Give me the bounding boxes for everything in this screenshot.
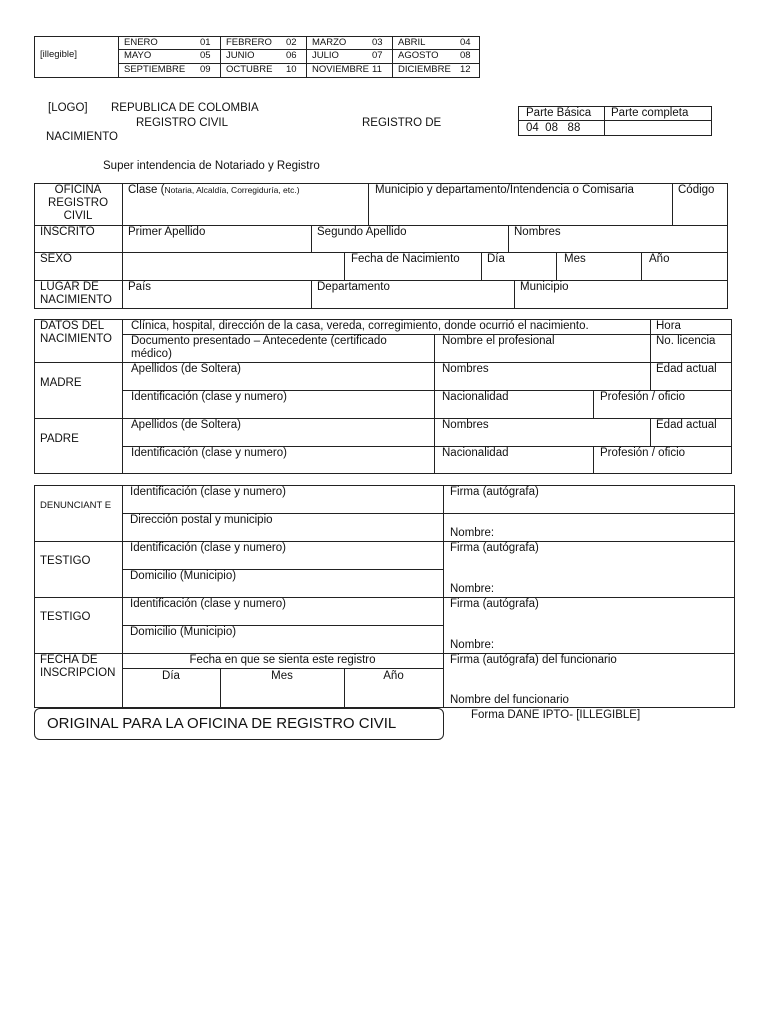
professional-field[interactable]: Nombre el profesional [442,335,555,347]
father-profession-field[interactable]: Profesión / oficio [600,447,686,459]
birth-data-label: DATOS DEL NACIMIENTO [40,320,112,345]
mother-id-field[interactable]: Identificación (clase y numero) [131,391,287,403]
father-names-field[interactable]: Nombres [442,419,489,431]
official-signature-field[interactable]: Firma (autógrafa) del funcionario [450,654,617,666]
form-code: [illegible] [40,49,77,60]
registered-label: INSCRITO [40,226,95,238]
original-banner: ORIGINAL PARA LA OFICINA DE REGISTRO CIVIL [34,708,444,740]
inscription-year-field[interactable]: Año [383,670,404,682]
municipality-label[interactable]: Municipio y departamento/Intendencia o Comisaria [375,184,634,196]
class-hint: Notaria, Alcaldía, Corregiduría, etc.) [164,185,300,195]
logo-placeholder: [LOGO] [48,102,88,114]
month-name: ABRIL [398,37,426,48]
witness2-signature-field[interactable]: Firma (autógrafa) [450,598,539,610]
basic-part-label: Parte Básica [526,107,592,119]
father-label: PADRE [40,433,79,445]
month-name: AGOSTO [398,50,439,61]
hour-field[interactable]: Hora [656,320,681,332]
republic-title: REPUBLICA DE COLOMBIA [111,102,259,114]
month-number: 09 [200,64,211,75]
agency-title: Super intendencia de Notariado y Registro [103,160,320,172]
second-surname-field[interactable]: Segundo Apellido [317,226,407,238]
sex-label: SEXO [40,253,72,265]
declarant-signature-field[interactable]: Firma (autógrafa) [450,486,539,498]
month-name: OCTUBRE [226,64,273,75]
seated-date-label: Fecha en que se sienta este registro [189,654,376,666]
declarant-postal-field[interactable]: Dirección postal y municipio [130,514,273,526]
witness2-label: TESTIGO [40,611,91,623]
birthplace-label: LUGAR DE NACIMIENTO [40,281,112,306]
witness2-id-field[interactable]: Identificación (clase y numero) [130,598,286,610]
declarant-label: DENUNCIANT E [40,500,112,511]
birth-month-field[interactable]: Mes [564,253,586,265]
class-label-text: Clase ( [128,184,165,196]
office-label: OFICINA REGISTRO CIVIL [47,184,109,222]
declarant-id-field[interactable]: Identificación (clase y numero) [130,486,286,498]
class-label[interactable] [128,184,300,197]
father-id-field[interactable]: Identificación (clase y numero) [131,447,287,459]
birth-place-field[interactable]: Clínica, hospital, dirección de la casa, vereda, corregimiento, donde ocurrió el nacimiento. [131,320,589,332]
birth-year-field[interactable]: Año [649,253,670,265]
names-field[interactable]: Nombres [514,226,561,238]
mother-names-field[interactable]: Nombres [442,363,489,375]
witness1-name-field[interactable]: Nombre: [450,583,495,595]
witness2-name-field[interactable]: Nombre: [450,639,495,651]
inscription-day-field[interactable]: Día [162,670,180,682]
month-name: JULIO [312,50,339,61]
month-number: 03 [372,37,383,48]
month-number: 04 [460,37,471,48]
witness1-signature-field[interactable]: Firma (autógrafa) [450,542,539,554]
department-field[interactable]: Departamento [317,281,390,293]
month-name: JUNIO [226,50,255,61]
registry-of-title: REGISTRO DE [362,117,442,129]
witness1-label: TESTIGO [40,555,91,567]
month-number: 05 [200,50,211,61]
birth-date-label: Fecha de Nacimiento [351,253,460,265]
declarant-name-field[interactable]: Nombre: [450,527,495,539]
official-name-field[interactable]: Nombre del funcionario [450,694,569,706]
mother-profession-field[interactable]: Profesión / oficio [600,391,686,403]
registry-title: REGISTRO CIVIL [136,117,229,129]
municipality-field[interactable]: Municipio [520,281,569,293]
month-name: FEBRERO [226,37,272,48]
complete-part-label: Parte completa [611,107,689,119]
month-number: 01 [200,37,211,48]
birth-title: NACIMIENTO [46,131,118,143]
basic-part-value[interactable]: 04 08 88 [526,122,581,134]
father-nationality-field[interactable]: Nacionalidad [442,447,509,459]
country-field[interactable]: País [128,281,152,293]
father-age-field[interactable]: Edad actual [656,419,717,431]
birth-day-field[interactable]: Día [487,253,505,265]
month-number: 10 [286,64,297,75]
inscription-month-field[interactable]: Mes [271,670,293,682]
month-number: 11 [372,64,382,75]
code-label[interactable]: Código [678,184,715,196]
month-name: MARZO [312,37,347,48]
inscription-date-label: FECHA DE INSCRIPCION [40,654,116,679]
month-number: 12 [460,64,471,75]
month-name: ENERO [124,37,158,48]
witness1-domicile-field[interactable]: Domicilio (Municipio) [130,570,237,582]
form-reference: Forma DANE IPTO- [ILLEGIBLE] [471,709,641,721]
father-surnames-field[interactable]: Apellidos (de Soltera) [131,419,241,431]
month-name: MAYO [124,50,152,61]
mother-age-field[interactable]: Edad actual [656,363,717,375]
month-number: 07 [372,50,383,61]
month-name: SEPTIEMBRE [124,64,186,75]
witness1-id-field[interactable]: Identificación (clase y numero) [130,542,286,554]
mother-label: MADRE [40,377,82,389]
month-name: DICIEMBRE [398,64,451,75]
month-number: 08 [460,50,471,61]
first-surname-field[interactable]: Primer Apellido [128,226,206,238]
mother-nationality-field[interactable]: Nacionalidad [442,391,509,403]
month-number: 02 [286,37,297,48]
document-field[interactable]: Documento presentado – Antecedente (certificado médico) [131,335,387,360]
mother-surnames-field[interactable]: Apellidos (de Soltera) [131,363,241,375]
month-number: 06 [286,50,297,61]
month-name: NOVIEMBRE [312,64,370,75]
license-field[interactable]: No. licencia [656,335,716,347]
witness2-domicile-field[interactable]: Domicilio (Municipio) [130,626,237,638]
